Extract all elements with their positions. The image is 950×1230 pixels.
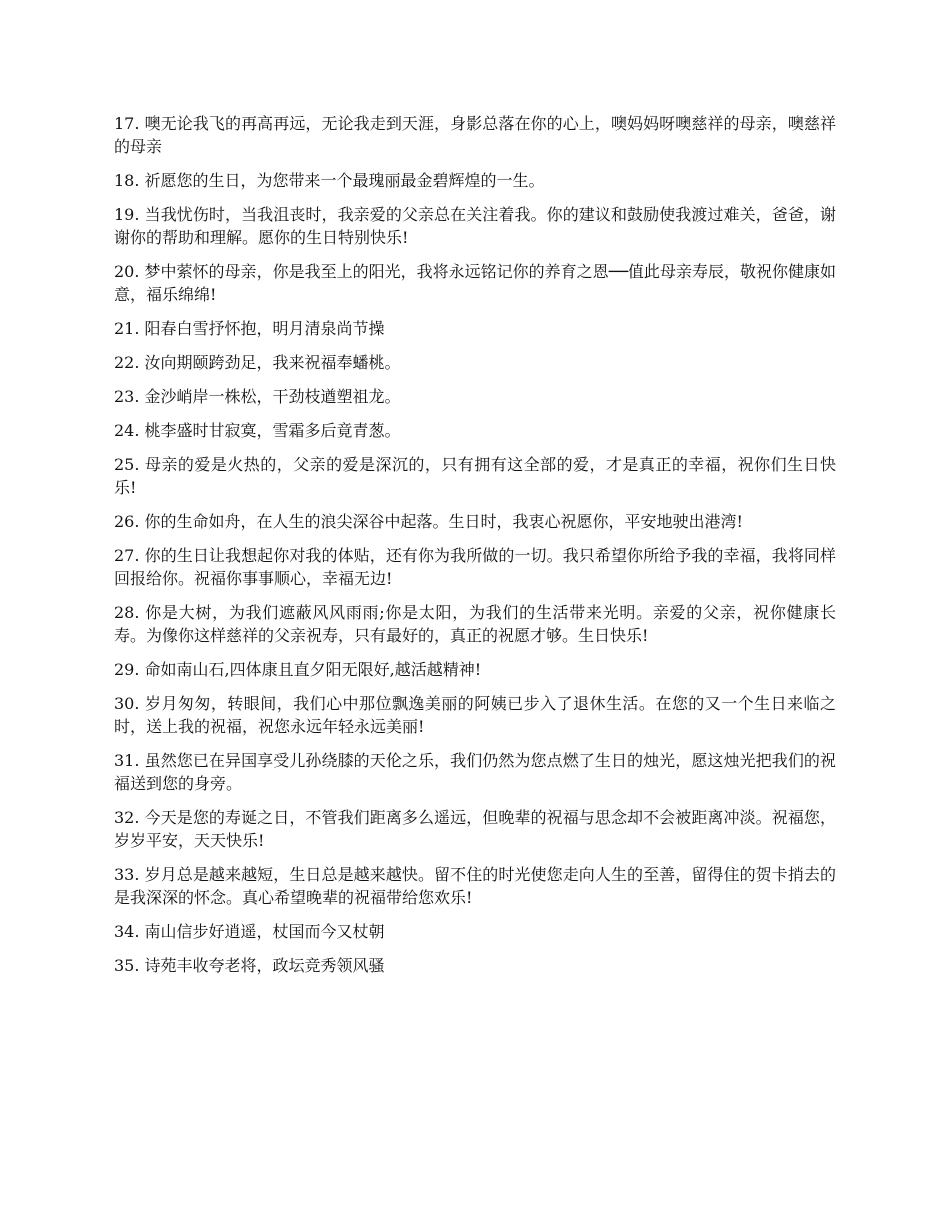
paragraph-31: 31. 虽然您已在异国享受儿孙绕膝的天伦之乐，我们仍然为您点燃了生日的烛光，愿这烛光把我们的祝福送到您的身旁。 xyxy=(114,751,836,793)
paragraph-19: 19. 当我忧伤时，当我沮丧时，我亲爱的父亲总在关注着我。你的建议和鼓励使我渡过难关，爸爸，谢谢你的帮助和理解。愿你的生日特别快乐! xyxy=(114,205,836,247)
paragraph-25: 25. 母亲的爱是火热的，父亲的爱是深沉的，只有拥有这全部的爱，才是真正的幸福，祝你们生日快乐! xyxy=(114,455,836,497)
paragraph-30: 30. 岁月匆匆，转眼间，我们心中那位飘逸美丽的阿姨已步入了退休生活。在您的又一个生日来临之时，送上我的祝福，祝您永远年轻永远美丽! xyxy=(114,694,836,736)
paragraph-34: 34. 南山信步好逍遥，杖国而今又杖朝 xyxy=(114,922,385,941)
paragraph-32: 32. 今天是您的寿诞之日，不管我们距离多么遥远，但晚辈的祝福与思念却不会被距离冲淡。祝福您，岁岁平安，天天快乐! xyxy=(114,808,836,850)
paragraph-35: 35. 诗苑丰收夸老将，政坛竞秀领风骚 xyxy=(114,956,385,975)
paragraph-26: 26. 你的生命如舟，在人生的浪尖深谷中起落。生日时，我衷心祝愿你，平安地驶出港湾! xyxy=(114,512,743,531)
paragraph-18: 18. 祈愿您的生日，为您带来一个最瑰丽最金碧辉煌的一生。 xyxy=(114,171,545,190)
paragraph-33: 33. 岁月总是越来越短，生日总是越来越快。留不住的时光使您走向人生的至善，留得住的贺卡捎去的是我深深的怀念。真心希望晚辈的祝福带给您欢乐! xyxy=(114,865,836,907)
paragraph-24: 24. 桃李盛时甘寂寞，雪霜多后竟青葱。 xyxy=(114,421,401,440)
paragraph-23: 23. 金沙峭岸一株松，干劲枝遒塑祖龙。 xyxy=(114,387,401,406)
paragraph-20: 20. 梦中萦怀的母亲，你是我至上的阳光，我将永远铭记你的养育之恩──值此母亲寿辰，敬祝你健康如意，福乐绵绵! xyxy=(114,262,836,304)
paragraph-22: 22. 汝向期颐跨劲足，我来祝福奉蟠桃。 xyxy=(114,353,401,372)
paragraph-21: 21. 阳春白雪抒怀抱，明月清泉尚节操 xyxy=(114,319,385,338)
paragraph-27: 27. 你的生日让我想起你对我的体贴，还有你为我所做的一切。我只希望你所给予我的幸福，我将同样回报给你。祝福你事事顺心，幸福无边! xyxy=(114,546,836,588)
paragraph-17: 17. 噢无论我飞的再高再远，无论我走到天涯，身影总落在你的心上，噢妈妈呀噢慈祥的母亲，噢慈祥的母亲 xyxy=(114,114,836,156)
paragraph-28: 28. 你是大树，为我们遮蔽风风雨雨;你是太阳，为我们的生活带来光明。亲爱的父亲，祝你健康长寿。为像你这样慈祥的父亲祝寿，只有最好的，真正的祝愿才够。生日快乐! xyxy=(114,603,836,645)
document-body xyxy=(114,112,836,988)
paragraph-29: 29. 命如南山石,四体康且直夕阳无限好,越活越精神! xyxy=(114,660,482,679)
